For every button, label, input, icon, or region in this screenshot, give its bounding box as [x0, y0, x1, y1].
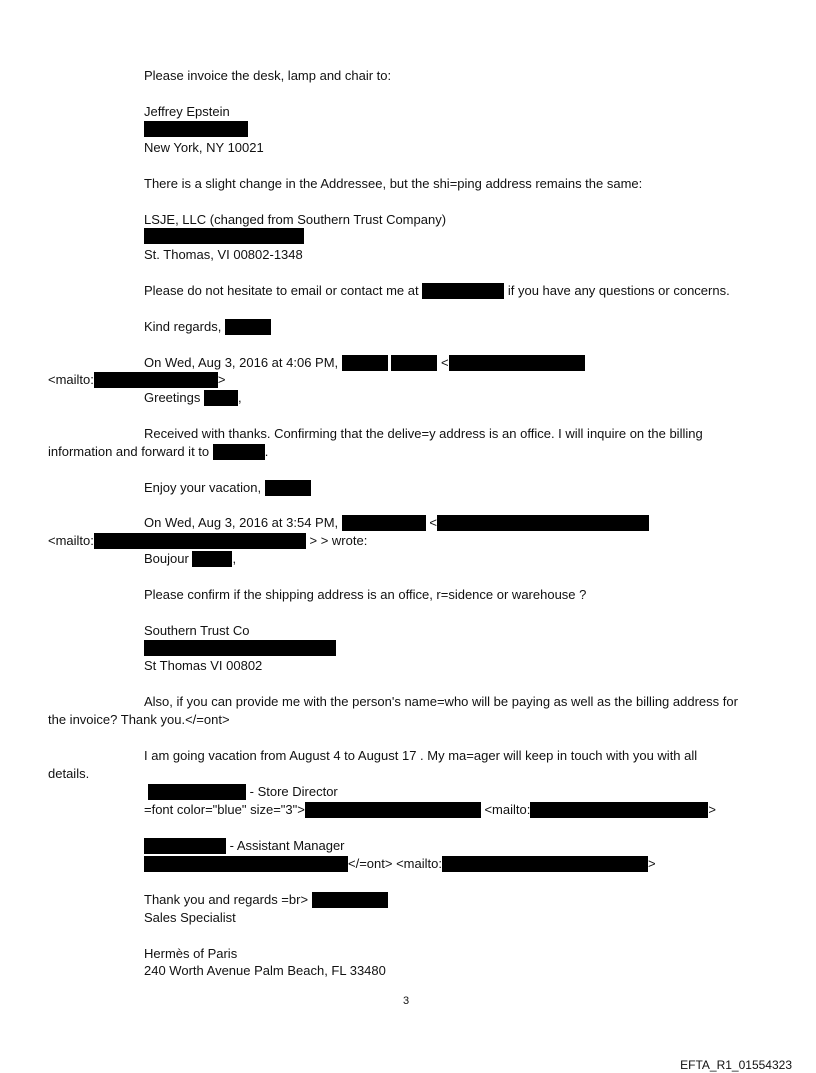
- redaction: [144, 640, 336, 656]
- text: <mailto:: [484, 802, 531, 817]
- text: Enjoy your vacation,: [144, 480, 262, 495]
- text-line: the invoice? Thank you.</=ont>: [48, 712, 230, 727]
- text: > > wrote:: [309, 533, 368, 548]
- text-line: [144, 838, 345, 854]
- redaction: [94, 533, 306, 549]
- redaction: [449, 355, 585, 371]
- text: >: [647, 856, 656, 871]
- text-line: [148, 784, 338, 800]
- redaction: [437, 515, 649, 531]
- text-line: 240 Worth Avenue Palm Beach, FL 33480: [144, 963, 386, 978]
- redaction: [305, 802, 481, 818]
- text-line: [48, 372, 225, 388]
- text-line: [144, 319, 271, 335]
- redaction: [144, 228, 304, 244]
- text-line: [48, 533, 367, 549]
- text: <mailto:: [48, 533, 94, 548]
- text: =font color="blue" size="3">: [144, 802, 305, 817]
- text: information and forward it to: [48, 444, 210, 459]
- text: - Store Director: [249, 784, 338, 799]
- redaction: [144, 838, 226, 854]
- text: Greetings: [144, 390, 201, 405]
- text-line: [144, 551, 236, 567]
- text-line: St Thomas VI 00802: [144, 658, 263, 673]
- text: <: [429, 515, 438, 530]
- text-line: [144, 355, 585, 371]
- redaction: [391, 355, 437, 371]
- redaction: [148, 784, 246, 800]
- text-line: Southern Trust Co: [144, 623, 250, 638]
- text: ,: [232, 551, 237, 566]
- text-line: Jeffrey Epstein: [144, 104, 230, 119]
- text: >: [708, 802, 716, 817]
- text: Kind regards,: [144, 319, 222, 334]
- redaction: [265, 480, 311, 496]
- text: <mailto:: [48, 372, 94, 387]
- text: <: [441, 355, 449, 370]
- text-line: St. Thomas, VI 00802-1348: [144, 247, 303, 262]
- bates-number: EFTA_R1_01554323: [680, 1058, 792, 1072]
- text-line: [144, 390, 242, 406]
- redaction: [530, 802, 708, 818]
- text: </=ont> <mailto:: [348, 856, 442, 871]
- text: if you have any questions or concerns.: [507, 283, 730, 298]
- redaction: [144, 121, 248, 137]
- text-line: Also, if you can provide me with the person's name=who will be paying as well as the billing address for: [144, 694, 738, 709]
- text: ,: [238, 390, 242, 405]
- redaction: [422, 283, 504, 299]
- text: On Wed, Aug 3, 2016 at 3:54 PM,: [144, 515, 339, 530]
- text: Please do not hesitate to email or contact me at: [144, 283, 419, 298]
- text-line: [144, 856, 656, 872]
- text-line: Please invoice the desk, lamp and chair to:: [144, 68, 392, 83]
- text: >: [217, 372, 226, 387]
- text-line: [48, 444, 268, 460]
- text-line: details.: [48, 766, 90, 781]
- text-line: [144, 802, 716, 818]
- text-line: [144, 892, 388, 908]
- text-line: I am going vacation from August 4 to August 17 . My ma=ager will keep in touch with you with all: [144, 748, 698, 763]
- text-line: Hermès of Paris: [144, 946, 238, 961]
- text: Thank you and regards =br>: [144, 892, 309, 907]
- redaction: [192, 551, 232, 567]
- text-line: Received with thanks. Confirming that the delive=y address is an office. I will inquire on the billing: [144, 426, 703, 441]
- text: Boujour: [144, 551, 189, 566]
- redaction: [342, 355, 388, 371]
- redaction: [312, 892, 388, 908]
- redaction: [213, 444, 265, 460]
- text: - Assistant Manager: [229, 838, 345, 853]
- text-line: There is a slight change in the Addressee, but the shi=ping address remains the same:: [144, 176, 643, 191]
- redaction: [204, 390, 238, 406]
- text-line: [144, 480, 311, 496]
- text-line: Please confirm if the shipping address is an office, r=sidence or warehouse ?: [144, 587, 587, 602]
- text-line: LSJE, LLC (changed from Southern Trust Company): [144, 212, 447, 227]
- redaction: [342, 515, 426, 531]
- text-line: [144, 283, 730, 299]
- text: On Wed, Aug 3, 2016 at 4:06 PM,: [144, 355, 339, 370]
- text-line: New York, NY 10021: [144, 140, 264, 155]
- text-line: Sales Specialist: [144, 910, 236, 925]
- redaction: [94, 372, 218, 388]
- page-number: 3: [403, 995, 410, 1007]
- redaction: [225, 319, 271, 335]
- text-line: [144, 515, 649, 531]
- text: .: [264, 444, 269, 459]
- redaction: [442, 856, 648, 872]
- redaction: [144, 856, 348, 872]
